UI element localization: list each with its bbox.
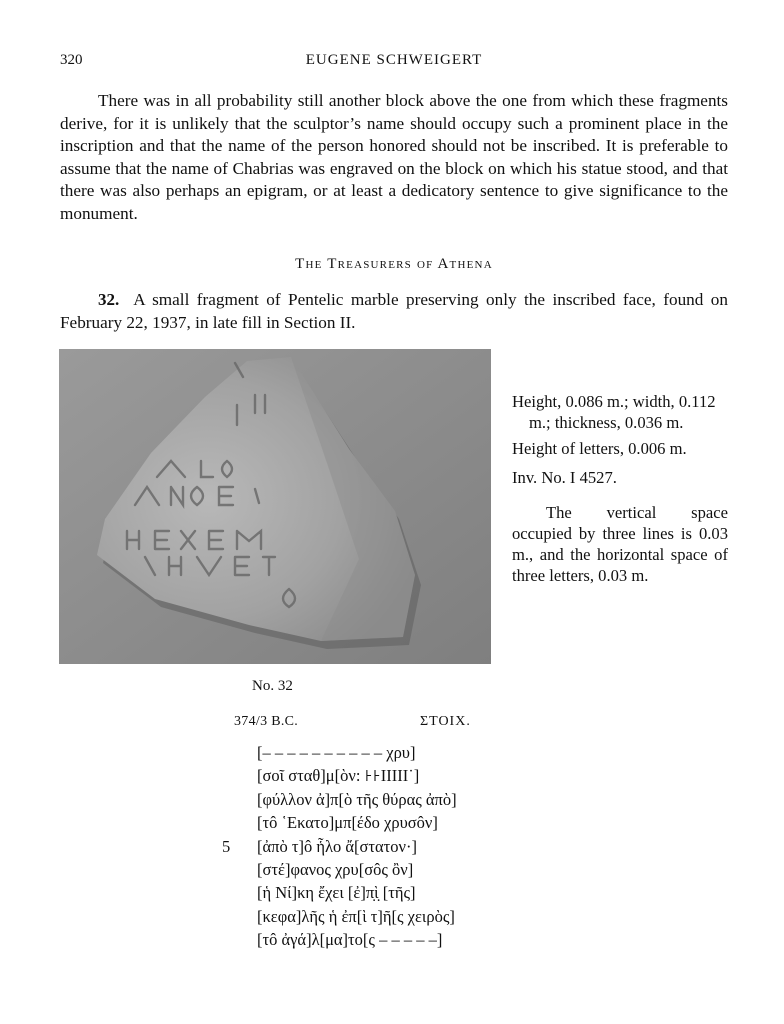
line-text: [φύλλον ἀ]π[ὸ τῆς θύρας ἀπὸ]: [257, 789, 457, 809]
marble-fragment-photo: [59, 349, 491, 664]
entry-number: 32.: [98, 290, 120, 309]
stoichedon-label: ΣΤΟΙΧ.: [420, 714, 471, 729]
entry-text: A small fragment of Pentelic marble preserving only the inscribed face, found on February 22, 1937, in late fill in Section II.: [60, 290, 728, 332]
body-paragraph: There was in all probability still another block above the one from which these fragments derive, for it is unlikely that the sculptor’s name should occupy such a prominent place in the inscription and that the name of the person honored should not be inscribed. It is preferable to assume that the name of Chabrias was engraved on the block on which his statue stood, and that there was also perhaps an epigram, or at least a dedicatory sentence to give significance to the monument.: [60, 91, 728, 223]
line-text: [κεφα]λῆς ἡ ἐπ[ὶ τ]ῆ[ς χειρὸς]: [257, 906, 455, 926]
line-text: [– – – – – – – – – – χρυ]: [257, 743, 416, 762]
line-text: [στέ]φανος χρυ[σôς ὂν]: [257, 859, 414, 879]
page-header: [60, 52, 728, 74]
line-text: [σοῖ σταθ]μ[ὸν: ꜔꜔ΙΙΙΙΙ˙]: [257, 766, 420, 786]
fragment-details: [512, 391, 728, 586]
running-head: EUGENE SCHWEIGERT: [305, 52, 483, 68]
page-number: 320: [60, 52, 83, 68]
spacing-note: The vertical space occupied by three lines is 0.03 m., and the horizontal space of three letters, 0.03 m.: [512, 503, 728, 585]
catalogue-entry: [60, 289, 728, 334]
section-title: The Treasurers of Athena: [295, 256, 493, 272]
line-text: [τô ἀγά]λ[μα]το[ς – – – – –]: [257, 930, 443, 950]
letter-height: Height of letters, 0.006 m.: [512, 439, 687, 458]
inventory-number: Inv. No. I 4527.: [512, 468, 617, 487]
line-number: 5: [222, 836, 231, 856]
line-text: [τô ῾Εκατο]μπ[έδο χρυσôν]: [257, 813, 438, 833]
figure-caption: No. 32: [252, 678, 293, 694]
dimensions: Height, 0.086 m.; width, 0.112 m.; thickness, 0.036 m.: [512, 392, 716, 432]
inscription-date: 374/3 B.C.: [234, 714, 299, 729]
line-text: [ἡ Νί]κη ἔχει [ἐ]π̣ὶ̣ [τῆς]: [257, 883, 416, 903]
line-text: [ἀπὸ τ]ô ἧλο ἄ[στατον·]: [257, 836, 417, 856]
